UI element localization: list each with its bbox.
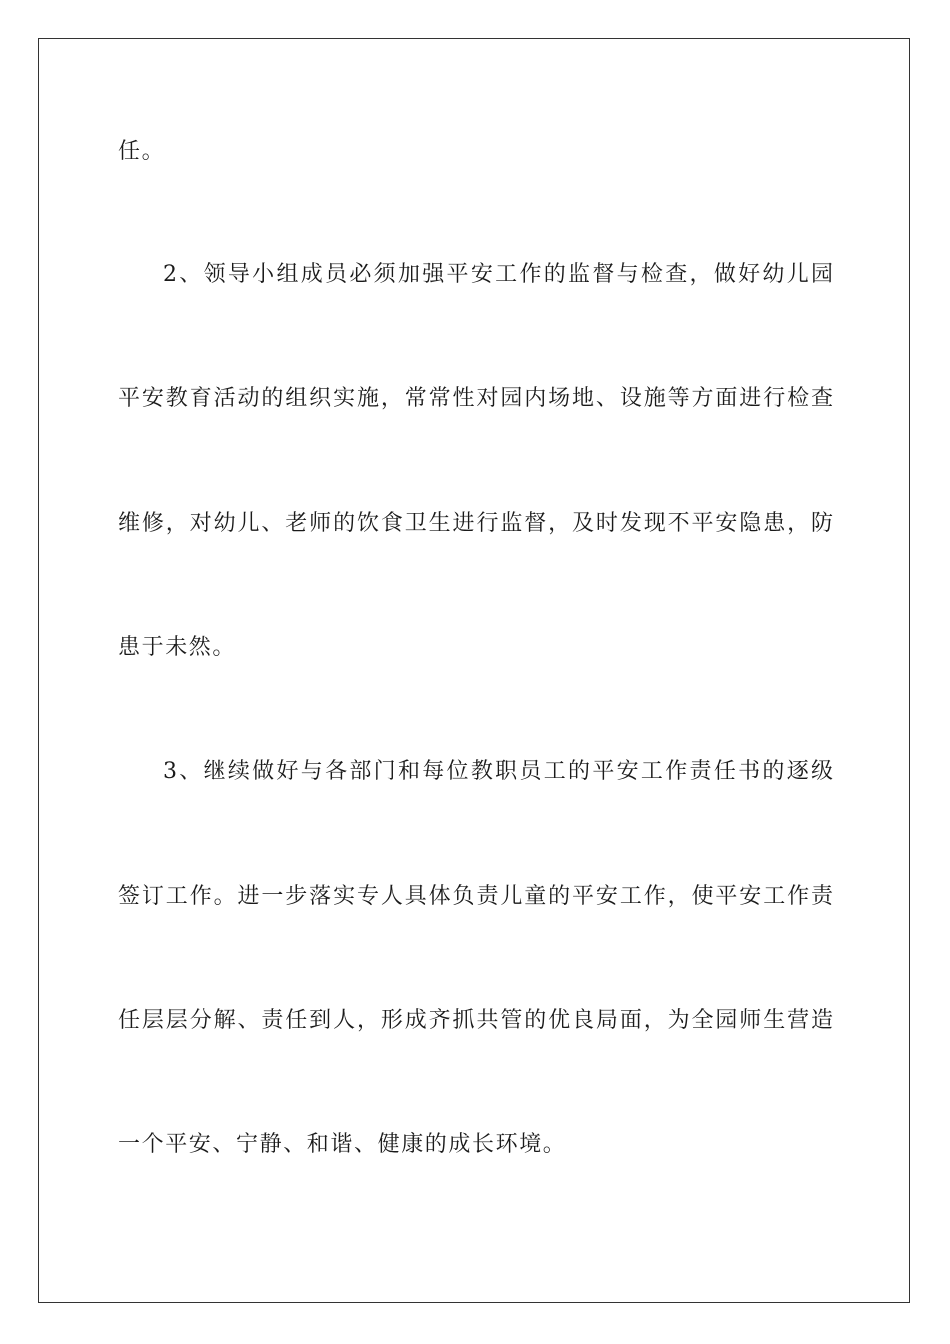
text-line-3: 平安教育活动的组织实施，常常性对园内场地、设施等方面进行检查 <box>118 386 833 411</box>
page-border <box>38 38 910 1303</box>
text-line-9: 一个平安、宁静、和谐、健康的成长环境。 <box>118 1132 567 1157</box>
text-line-5: 患于未然。 <box>118 635 237 660</box>
text-line-8: 任层层分解、责任到人，形成齐抓共管的优良局面，为全园师生营造 <box>118 1008 833 1033</box>
text-line-1: 任。 <box>118 139 166 164</box>
text-line-4: 维修，对幼儿、老师的饮食卫生进行监督，及时发现不平安隐患，防 <box>118 511 833 536</box>
text-line-6: 3、继续做好与各部门和每位教职员工的平安工作责任书的逐级 <box>163 759 833 784</box>
text-line-7: 签订工作。进一步落实专人具体负责儿童的平安工作，使平安工作责 <box>118 884 833 909</box>
text-line-2: 2、领导小组成员必须加强平安工作的监督与检查，做好幼儿园 <box>163 262 833 287</box>
